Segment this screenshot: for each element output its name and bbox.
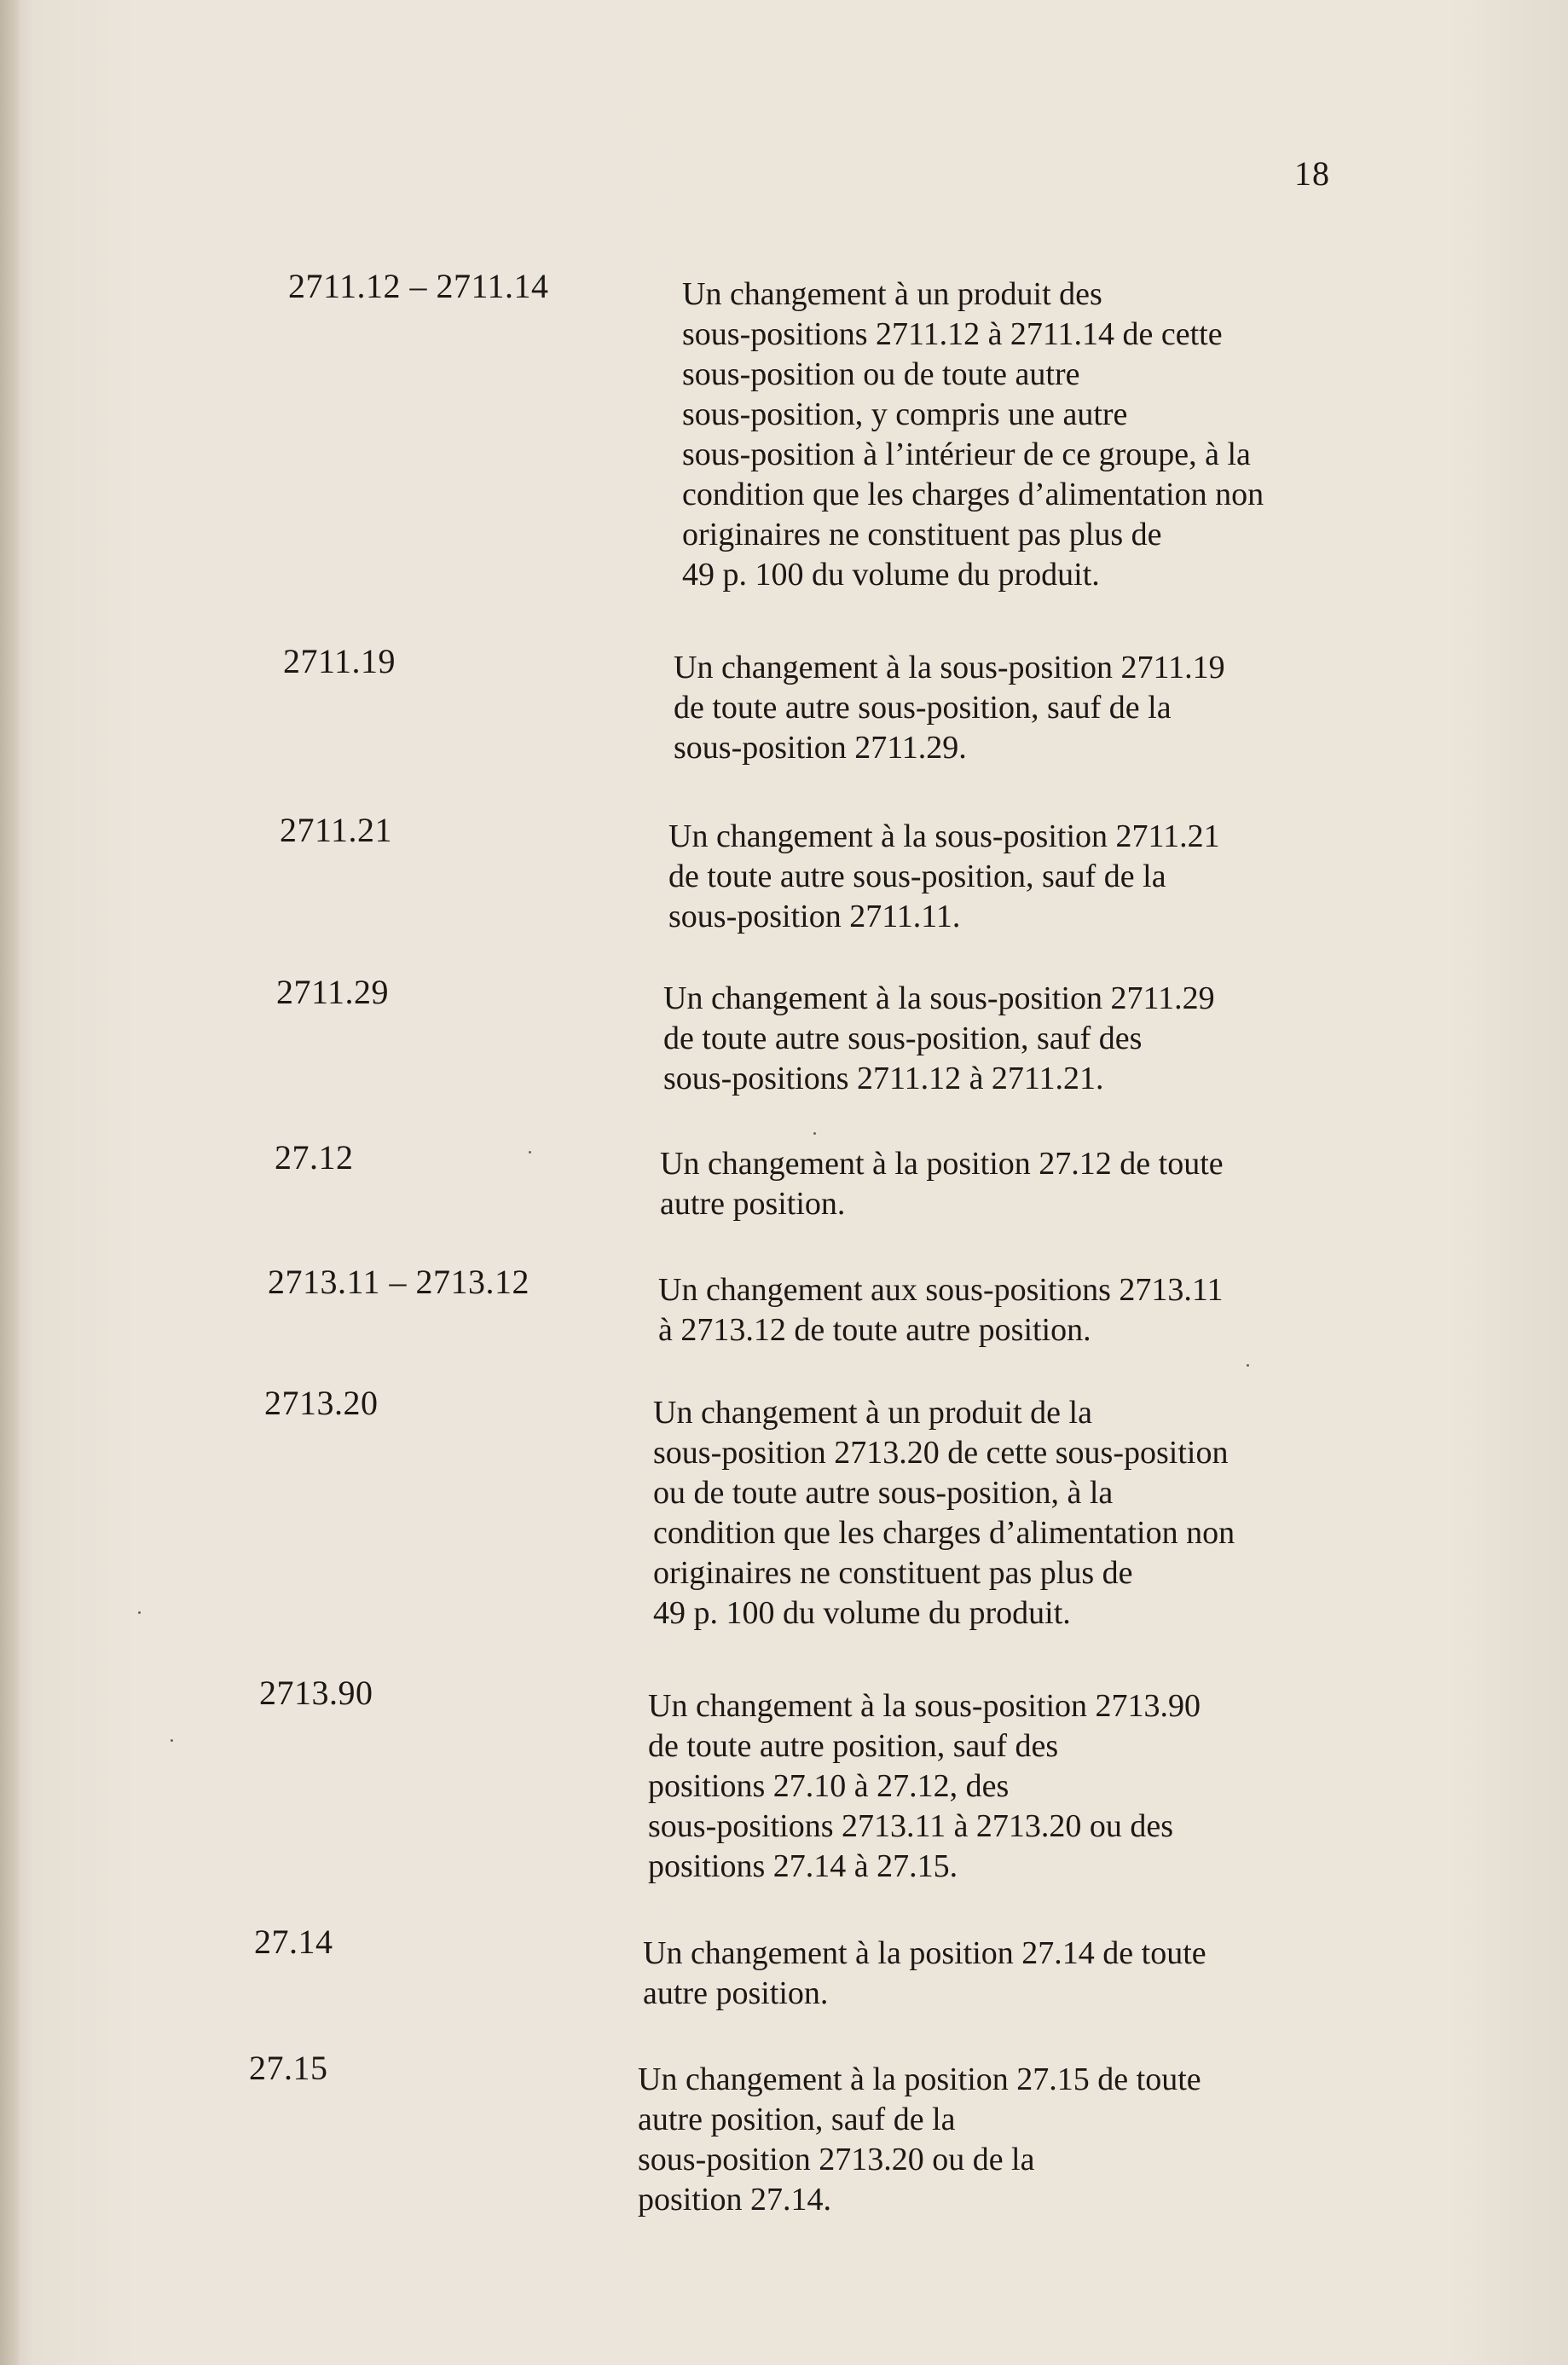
rule-line: 49 p. 100 du volume du produit.	[653, 1595, 1071, 1631]
rule-line: autre position, sauf de la	[638, 2102, 956, 2137]
rule-line: Un changement à la position 27.14 de toute	[643, 1935, 1206, 1971]
rule-line: à 2713.12 de toute autre position.	[658, 1312, 1091, 1348]
tariff-code: 27.15	[249, 2049, 328, 2087]
rule-description	[653, 1393, 1352, 1634]
rule-entry-27-15	[249, 2048, 1568, 2218]
page-number: 18	[1294, 154, 1330, 193]
rule-line: sous-position ou de toute autre	[682, 356, 1080, 392]
rule-line: autre position.	[660, 1186, 846, 1222]
rule-description	[648, 1686, 1347, 1887]
rule-line: sous-position, y compris une autre	[682, 396, 1128, 432]
tariff-code: 2713.90	[259, 1674, 373, 1712]
rule-line: Un changement à la sous-position 2711.19	[674, 650, 1225, 685]
rule-line: Un changement à la position 27.12 de toute	[660, 1146, 1224, 1182]
scan-speck	[813, 1132, 816, 1135]
rule-description	[682, 275, 1381, 595]
rule-entry-2711-21	[280, 810, 1568, 934]
rule-description	[660, 1144, 1359, 1224]
rule-entry-2711-12-2711-14	[288, 266, 1568, 593]
rule-entry-2713-20	[264, 1383, 1568, 1631]
rule-line: Un changement aux sous-positions 2713.11	[658, 1272, 1224, 1308]
rule-entry-27-14	[254, 1922, 1568, 2011]
tariff-code: 2711.12 – 2711.14	[288, 267, 549, 305]
rule-line: de toute autre sous-position, sauf de la	[674, 690, 1172, 726]
rule-description	[668, 817, 1368, 937]
page-binding-edge	[0, 0, 19, 2365]
rule-line: positions 27.10 à 27.12, des	[648, 1768, 1010, 1804]
tariff-code: 2711.29	[276, 973, 390, 1011]
rule-line: sous-positions 2711.12 à 2711.14 de cette	[682, 316, 1223, 352]
rule-line: 49 p. 100 du volume du produit.	[682, 557, 1100, 593]
scan-speck	[1247, 1364, 1249, 1367]
rule-line: sous-position 2711.29.	[674, 730, 967, 766]
rule-line: Un changement à la sous-position 2711.29	[663, 980, 1215, 1016]
rule-line: Un changement à la sous-position 2713.90	[648, 1688, 1201, 1724]
tariff-code: 2713.20	[264, 1384, 379, 1422]
rule-line: sous-positions 2711.12 à 2711.21.	[663, 1061, 1104, 1096]
rule-description	[638, 2060, 1337, 2220]
scan-speck	[529, 1151, 531, 1154]
rule-line: originaires ne constituent pas plus de	[682, 517, 1162, 552]
tariff-code: 2711.19	[283, 642, 396, 680]
rule-line: sous-position 2713.20 ou de la	[638, 2142, 1035, 2177]
rule-line: Un changement à la sous-position 2711.21	[668, 818, 1220, 854]
rule-line: condition que les charges d’alimentation non	[653, 1515, 1235, 1551]
rule-line: sous-positions 2713.11 à 2713.20 ou des	[648, 1808, 1174, 1844]
rule-entry-27-12	[275, 1137, 1568, 1222]
rule-line: position 27.14.	[638, 2182, 831, 2218]
rule-description	[663, 979, 1363, 1099]
rule-line: condition que les charges d’alimentation non	[682, 477, 1264, 512]
rule-line: sous-position 2713.20 de cette sous-position	[653, 1435, 1229, 1471]
rule-entry-2713-90	[259, 1673, 1568, 1884]
tariff-code: 27.12	[275, 1138, 354, 1177]
rule-line: positions 27.14 à 27.15.	[648, 1848, 958, 1884]
tariff-code: 27.14	[254, 1923, 333, 1961]
rule-line: Un changement à un produit des	[682, 276, 1102, 312]
rule-entry-2711-29	[276, 972, 1568, 1096]
scan-speck	[171, 1739, 173, 1742]
rule-line: sous-position 2711.11.	[668, 899, 961, 934]
rule-line: Un changement à un produit de la	[653, 1395, 1092, 1431]
rule-line: de toute autre sous-position, sauf de la	[668, 859, 1166, 894]
rule-line: autre position.	[643, 1975, 829, 2011]
rule-line: de toute autre position, sauf des	[648, 1728, 1059, 1764]
rule-line: originaires ne constituent pas plus de	[653, 1555, 1133, 1591]
rule-description	[658, 1270, 1357, 1350]
rule-line: de toute autre sous-position, sauf des	[663, 1021, 1143, 1056]
rule-description	[674, 648, 1373, 768]
rule-line: Un changement à la position 27.15 de toute	[638, 2061, 1201, 2097]
rule-line: ou de toute autre sous-position, à la	[653, 1475, 1114, 1511]
tariff-code: 2713.11 – 2713.12	[268, 1263, 530, 1301]
rule-description	[643, 1934, 1342, 2014]
tariff-code: 2711.21	[280, 811, 393, 849]
scan-speck	[138, 1611, 141, 1614]
rule-entry-2713-11-2713-12	[268, 1262, 1568, 1348]
rule-line: sous-position à l’intérieur de ce groupe, à la	[682, 437, 1251, 472]
rule-entry-2711-19	[283, 641, 1568, 766]
